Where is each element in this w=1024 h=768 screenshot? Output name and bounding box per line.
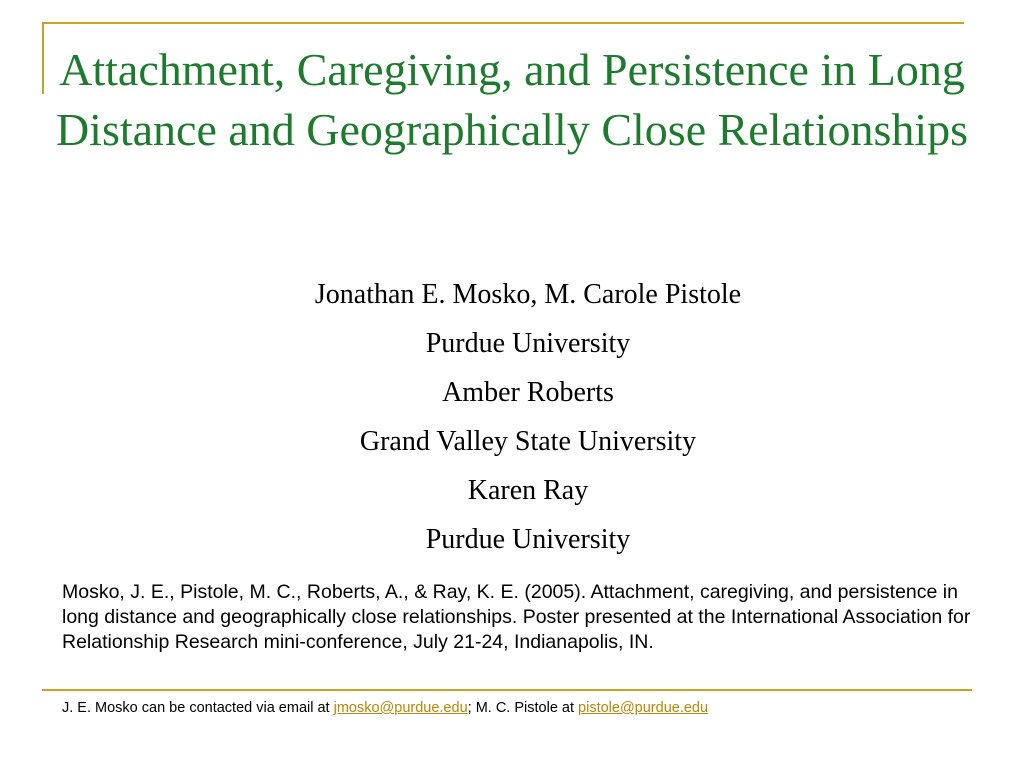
top-rule	[42, 22, 964, 24]
email-link-mosko[interactable]: jmosko@purdue.edu	[333, 700, 468, 716]
contact-line	[62, 698, 972, 718]
affiliation-line: Purdue University	[425, 524, 631, 555]
affiliation-line: Purdue University	[425, 328, 631, 359]
author-line: Amber Roberts	[442, 377, 614, 408]
affiliation-line: Grand Valley State University	[359, 426, 697, 457]
left-rule	[42, 22, 44, 94]
bottom-rule	[42, 689, 972, 691]
contact-middle: ; M. C. Pistole at	[467, 700, 579, 716]
slide-title: Attachment, Caregiving, and Persistence in Long Distance and Geographically Close Relationships	[55, 44, 969, 155]
author-line: Karen Ray	[467, 475, 589, 506]
authors-block	[228, 270, 828, 564]
citation-text: Mosko, J. E., Pistole, M. C., Roberts, A., & Ray, K. E. (2005). Attachment, caregiving, and persistence in long distance and geographically close relationships. Poster presented at the International Association for Relationship Research mini-conference, July 21-24, Indianapolis, IN.	[62, 581, 971, 653]
email-link-pistole[interactable]: pistole@purdue.edu	[578, 700, 709, 716]
contact-prefix: J. E. Mosko can be contacted via email at	[62, 700, 334, 716]
author-line: Jonathan E. Mosko, M. Carole Pistole	[314, 279, 742, 310]
